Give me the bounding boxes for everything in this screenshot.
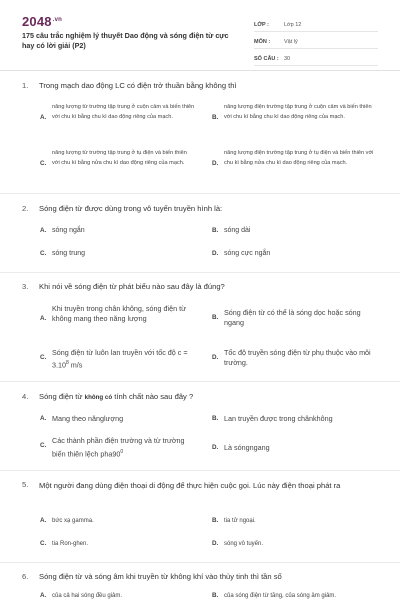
meta-row-class bbox=[254, 15, 378, 32]
question-separator bbox=[0, 562, 400, 563]
question-1 bbox=[22, 81, 382, 167]
option-c[interactable]: C. Sóng điện từ luôn lan truyền với tốc độ $c = 3.10^8$ m/s bbox=[40, 348, 200, 370]
option-text: năng lượng từ trường tập trung ở tụ điện và biến thiên với chu kì bằng nửa chu kì dao động riêng của mạch. bbox=[52, 150, 187, 166]
question-number: 2. bbox=[22, 204, 29, 213]
option-text: sóng vô tuyến. bbox=[224, 541, 264, 547]
option-d[interactable]: D. năng lượng điện trường tập trung ở tụ điện và biến thiên với chu kì bằng nửa chu kì dao động riêng của mạch. bbox=[212, 149, 378, 169]
question-text: Sóng điện từ được dùng trong vô tuyến truyền hình là: bbox=[39, 204, 223, 213]
question-text: Sóng điện từ không có tính chất nào sau đây ? bbox=[39, 392, 194, 401]
meta-label: LỚP : bbox=[254, 22, 269, 28]
meta-value: 30 bbox=[284, 56, 291, 62]
question-5 bbox=[22, 480, 382, 547]
meta-value: Lớp 12 bbox=[284, 22, 302, 28]
option-d[interactable]: D. sóng vô tuyến. bbox=[212, 539, 378, 549]
meta-row-subject bbox=[254, 32, 378, 49]
question-number: 6. bbox=[22, 572, 29, 581]
option-c[interactable]: C. Các thành phần điện trường và từ trường biến thiên lệch $pha90^0$ bbox=[40, 436, 200, 459]
option-text: năng lượng điện trường tập trung ở tụ điện và biến thiên với chu kì bằng nửa chu kì dao động riêng của mạch. bbox=[224, 150, 374, 166]
option-b[interactable]: B. sóng dài bbox=[212, 226, 378, 236]
option-text: tia tử ngoại. bbox=[224, 518, 256, 524]
site-logo[interactable]: $2048^{.vn}$ bbox=[22, 14, 63, 29]
question-text: Khi nói về sóng điện từ phát biểu nào sau đây là đúng? bbox=[39, 282, 225, 291]
option-d[interactable]: D. Là sóngngang bbox=[212, 443, 378, 453]
question-3 bbox=[22, 282, 382, 370]
question-6 bbox=[22, 572, 382, 599]
option-text: Khi truyền trong chân không, sóng điện từ không mang theo năng lượng bbox=[52, 304, 186, 323]
option-text: năng lượng điện trường tập trung ở cuộn cảm và biến thiên với chu kì bằng chu kì dao động riêng của mạch. bbox=[224, 104, 372, 120]
option-d[interactable]: D. Tốc độ truyền sóng điện từ phụ thuộc vào môi trường. bbox=[212, 348, 378, 368]
option-d[interactable]: D. sóng cực ngắn bbox=[212, 249, 378, 259]
option-a[interactable]: A. Mang theo nănglượng bbox=[40, 414, 200, 424]
question-number: 4. bbox=[22, 392, 29, 401]
option-text: Là sóngngang bbox=[224, 443, 270, 452]
question-4 bbox=[22, 392, 382, 458]
meta-label: SỐ CÂU : bbox=[254, 56, 279, 62]
question-text: Trong mạch dao động LC có điện trở thuần bằng không thì bbox=[39, 81, 237, 90]
option-text: sóng ngắn bbox=[52, 227, 85, 234]
option-b[interactable]: B. năng lượng điện trường tập trung ở cuộn cảm và biến thiên với chu kì bằng chu kì dao động riêng của mạch. bbox=[212, 103, 378, 123]
option-a[interactable]: A. Khi truyền trong chân không, sóng điện từ không mang theo năng lượng bbox=[40, 304, 200, 324]
page-header bbox=[0, 0, 400, 66]
option-a[interactable]: A. bức xạ gamma. bbox=[40, 516, 200, 526]
option-a[interactable]: A. của cả hai sóng đều giảm. bbox=[40, 591, 200, 601]
question-number: 5. bbox=[22, 480, 29, 489]
option-b[interactable]: B. tia tử ngoại. bbox=[212, 516, 378, 526]
option-c[interactable]: C. năng lượng từ trường tập trung ở tụ điện và biến thiên với chu kì bằng nửa chu kì dao động riêng của mạch. bbox=[40, 149, 196, 169]
question-separator bbox=[0, 272, 400, 273]
option-a[interactable]: A. sóng ngắn bbox=[40, 226, 200, 236]
question-text: Một người đang dùng điện thoại di động để thực hiện cuộc gọi. Lúc này điện thoại phát ra bbox=[39, 481, 341, 490]
option-text: Sóng điện từ luôn lan truyền với tốc độ $c = 3.10^8$ m/s bbox=[52, 348, 188, 370]
question-number: 1. bbox=[22, 81, 29, 90]
header-divider bbox=[0, 70, 400, 71]
option-b[interactable]: B. Sóng điện từ có thể là sóng dọc hoặc sóng ngang bbox=[212, 308, 378, 328]
option-text: Các thành phần điện trường và từ trường biến thiên lệch $pha90^0$ bbox=[52, 436, 185, 458]
option-text: năng lượng từ trường tập trung ở cuộn cảm và biến thiên với chu kì bằng chu kì dao động riêng của mạch. bbox=[52, 104, 195, 120]
option-b[interactable]: B. Lan truyền được trong chânkhông bbox=[212, 414, 378, 424]
option-text: Tốc độ truyền sóng điện từ phụ thuộc vào môi trường. bbox=[224, 348, 371, 367]
option-text: Sóng điện từ có thể là sóng dọc hoặc sóng ngang bbox=[224, 308, 361, 327]
option-text: của cả hai sóng đều giảm. bbox=[52, 593, 123, 599]
question-separator bbox=[0, 381, 400, 382]
option-b[interactable]: B. của sóng điện từ tăng, của sóng âm giảm. bbox=[212, 591, 378, 601]
meta-info bbox=[254, 15, 378, 66]
option-text: sóng dài bbox=[224, 227, 251, 234]
option-text: sóng trung bbox=[52, 250, 86, 257]
option-text: Mang theo nănglượng bbox=[52, 414, 124, 423]
question-2 bbox=[22, 204, 382, 257]
meta-value: Vật lý bbox=[284, 39, 298, 45]
meta-label: MÔN : bbox=[254, 39, 271, 45]
question-separator bbox=[0, 470, 400, 471]
page-title: 175 câu trắc nghiệm lý thuyết Dao động và sóng điện từ cực hay có lời giải (P2) bbox=[22, 31, 229, 50]
option-text: Lan truyền được trong chânkhông bbox=[224, 414, 333, 423]
option-text: của sóng điện từ tăng, của sóng âm giảm. bbox=[224, 593, 337, 599]
option-c[interactable]: C. tia Ron-ghen. bbox=[40, 539, 200, 549]
meta-row-count bbox=[254, 49, 378, 66]
option-text: tia Ron-ghen. bbox=[52, 541, 89, 547]
option-c[interactable]: C. sóng trung bbox=[40, 249, 200, 259]
option-a[interactable]: A. năng lượng từ trường tập trung ở cuộn cảm và biến thiên với chu kì bằng chu kì dao động riêng của mạch. bbox=[40, 104, 195, 121]
question-number: 3. bbox=[22, 282, 29, 291]
option-text: bức xạ gamma. bbox=[52, 518, 94, 524]
question-separator bbox=[0, 193, 400, 194]
question-text: Sóng điện từ và sóng âm khi truyền từ không khí vào thủy tinh thì tần số bbox=[39, 572, 282, 581]
option-text: sóng cực ngắn bbox=[224, 250, 271, 257]
